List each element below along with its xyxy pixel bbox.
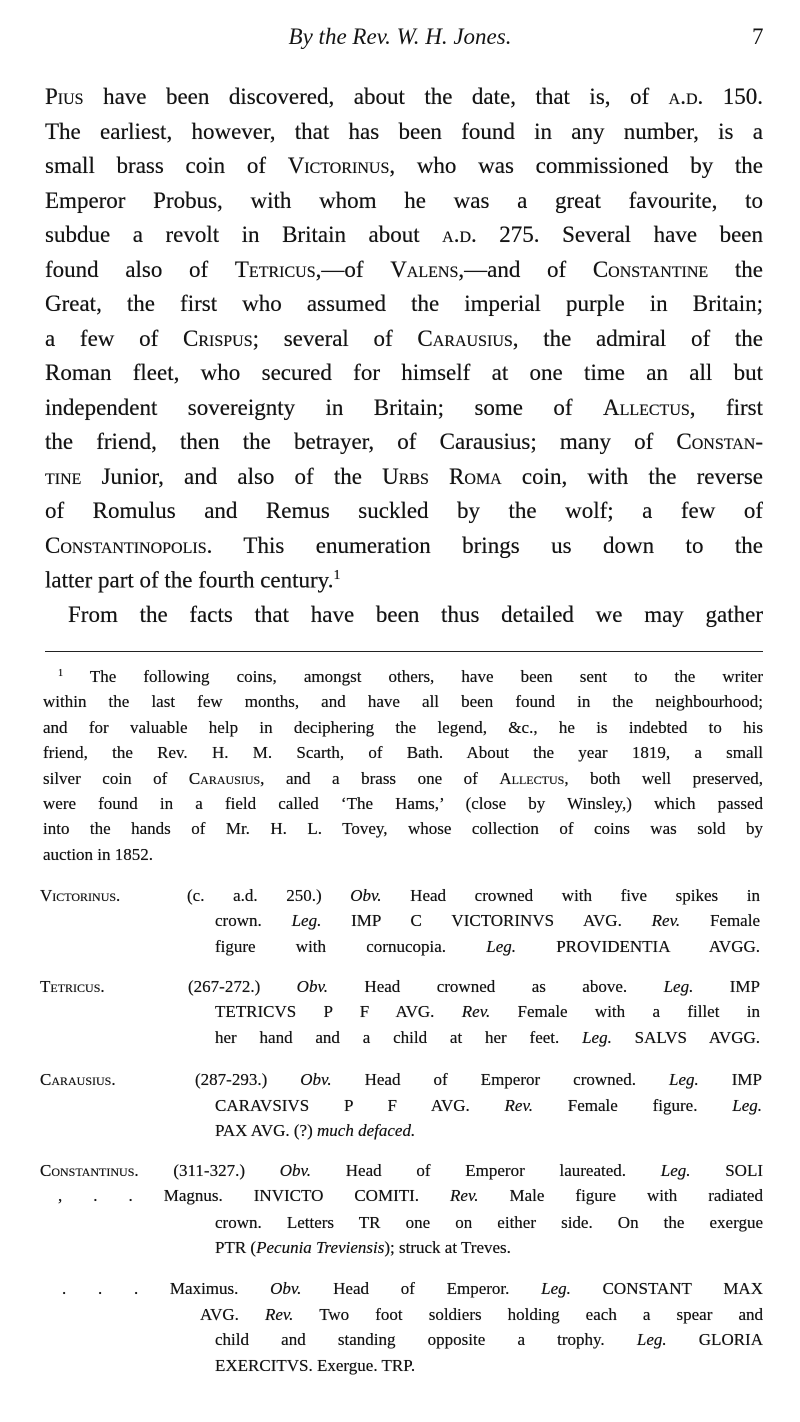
footnote-line [43, 692, 763, 712]
text-run: small brass coin of [45, 153, 288, 178]
text-run: Two foot soldiers holding each a spear and [293, 1305, 763, 1324]
text-run: . This enumeration brings us down to the [206, 532, 763, 558]
body-line [45, 119, 763, 147]
text-run: Carausius [417, 325, 513, 351]
text-run: Obv. [300, 1070, 332, 1089]
text-run: crown. [215, 911, 292, 930]
text-run: and for valuable help in deciphering the legend, &c., he is indebted to his [43, 717, 763, 737]
coin-description-line [215, 911, 760, 931]
running-title: By the Rev. W. H. Jones. [288, 24, 512, 49]
text-run: (c. a.d. 250.) [187, 886, 351, 905]
coin-description-line [215, 1002, 760, 1022]
text-run: ,—of [315, 256, 391, 282]
text-run: into the hands of Mr. H. L. Tovey, whose collection of coins was sold by [43, 819, 763, 839]
text-run: The earliest, however, that has been found in any number, is a [45, 118, 763, 144]
coin-description-line [215, 1213, 763, 1233]
text-run: AVG. [200, 1305, 265, 1324]
text-run: have been discovered, about the date, that is, of [83, 84, 669, 109]
text-run: were found in a field called ‘The Hams,’ (close by Winsley,) which passed [43, 794, 763, 813]
text-run: Urbs Roma [382, 463, 502, 489]
text-run: IMP [693, 977, 760, 996]
text-run: Carausius [188, 768, 261, 788]
text-run: within the last few months, and have all been found in the neighbourhood; [43, 692, 763, 712]
body-line [68, 602, 763, 630]
text-run: coin, with the reverse [501, 463, 763, 489]
text-run: ,—and of [458, 256, 593, 282]
text-run: Obv. [270, 1279, 302, 1298]
text-run: , . . Magnus. INVICTO COMITI. [58, 1186, 451, 1205]
text-run: Roman fleet, who secured for himself at one time an all but [45, 360, 763, 385]
body-line [45, 429, 763, 457]
text-run: GLORIA [666, 1330, 763, 1349]
text-run: PAX AVG. (?) [215, 1121, 318, 1140]
coin-description-line [215, 1330, 763, 1350]
coin-description-line [215, 1121, 762, 1141]
text-run: latter part of the fourth century. [45, 567, 334, 593]
body-line [45, 153, 763, 181]
footnote-line [43, 769, 763, 789]
coin-description-line [62, 1279, 763, 1299]
text-run: ; several of [252, 325, 418, 351]
text-run: of Romulus and Remus suckled by the wolf; a few of [45, 498, 763, 523]
text-run: Leg. [636, 1330, 667, 1349]
text-run: SOLI [690, 1161, 763, 1180]
coin-description-line [215, 1028, 760, 1048]
text-run: PTR ( [215, 1238, 257, 1257]
text-run: Rev. [450, 1186, 479, 1205]
text-run: a few of [45, 325, 183, 351]
text-run: Leg. [486, 937, 516, 956]
text-run: the [708, 256, 763, 282]
text-run: her hand and a child at her feet. [215, 1028, 583, 1047]
text-run: Rev. [264, 1305, 294, 1324]
text-run: Rev. [461, 1002, 491, 1021]
text-run: Obv. [296, 977, 328, 996]
text-run: child and standing opposite a trophy. [215, 1330, 637, 1349]
text-run: CARAVSIVS P F AVG. [215, 1096, 505, 1115]
text-run: CONSTANT MAX [570, 1279, 763, 1298]
coin-description-line [215, 937, 760, 957]
footnote-line [43, 718, 763, 738]
text-run: Emperor Probus, with whom he was a great favourite, to [45, 187, 763, 213]
footnote-marker: 1 [333, 567, 341, 582]
text-run: Allectus [499, 768, 565, 788]
text-run: Rev. [651, 911, 681, 930]
text-run: Leg. [582, 1028, 612, 1047]
footnote-line [58, 667, 763, 687]
text-run: ); struck at Treves. [384, 1238, 511, 1257]
body-line [45, 257, 763, 285]
text-run: , first [689, 394, 763, 420]
footnote-line [43, 819, 763, 839]
text-run: Leg. [291, 911, 322, 930]
text-run: 150. [703, 84, 763, 109]
coin-description-line [200, 1305, 763, 1325]
text-run: independent sovereignty in Britain; some of [45, 394, 603, 420]
body-line [45, 84, 763, 112]
text-run: Pius [45, 84, 84, 109]
text-run: Obv. [350, 886, 382, 905]
footnote-line [43, 743, 763, 763]
text-run: Leg. [541, 1279, 571, 1298]
text-run: Constan- [676, 429, 763, 454]
footnote-rule [45, 651, 763, 652]
coin-description-line [187, 886, 760, 906]
text-run: Female [680, 911, 760, 930]
text-run: much defaced. [317, 1121, 416, 1140]
text-run: . . . Maximus. [62, 1279, 271, 1298]
text-run: Constantinus. [40, 1161, 139, 1180]
text-run: Tetricus [234, 256, 316, 282]
text-run: (311-327.) [138, 1161, 280, 1180]
text-run: tine [45, 463, 82, 489]
text-run: Leg. [663, 977, 694, 996]
text-run: Victorinus [287, 153, 390, 178]
text-run: , and a brass one of [260, 768, 500, 788]
coin-description-line [195, 1070, 762, 1090]
page-number: 7 [752, 24, 764, 49]
text-run: (267-272.) [188, 977, 297, 996]
footnote-line [43, 794, 763, 814]
coin-description-line [215, 1356, 763, 1376]
coin-emperor-label: Victorinus. [40, 886, 121, 905]
text-run: PROVIDENTIA AVGG. [516, 937, 760, 956]
coin-emperor-label: Carausius. [40, 1070, 116, 1089]
text-run: IMP [698, 1070, 762, 1089]
text-run: Constantinopolis [45, 532, 207, 558]
text-run: Leg. [732, 1096, 762, 1115]
text-run: Constantine [592, 256, 709, 282]
text-run: Male figure with radiated [478, 1186, 763, 1205]
coin-description-line [40, 1161, 763, 1181]
body-line [45, 326, 763, 354]
text-run: Valens [390, 256, 459, 282]
text-run: crown. Letters TR one on either side. On the exergue [215, 1213, 763, 1232]
text-run: Head of Emperor crowned. [331, 1070, 669, 1089]
body-line [45, 222, 763, 250]
text-run: Allectus [602, 394, 690, 420]
text-run: Head crowned with five spikes in [381, 886, 760, 905]
footnote-marker: 1 [58, 667, 64, 679]
text-run: the friend, then the betrayer, of Carausius; many of [45, 429, 677, 454]
text-run: 275. Several have been [476, 222, 763, 247]
text-run: TETRICVS P F AVG. [215, 1002, 462, 1021]
text-run: Pecunia Treviensis [256, 1238, 385, 1257]
text-run: Crispus [183, 325, 253, 351]
text-run: Head of Emperor laureated. [311, 1161, 661, 1180]
text-run: Leg. [668, 1070, 699, 1089]
text-run: Female figure. [533, 1096, 733, 1115]
text-run: The following coins, amongst others, have been sent to the writer [63, 667, 763, 686]
text-run: found also of [45, 256, 235, 282]
text-run: figure with cornucopia. [215, 937, 487, 956]
text-run: Female with a fillet in [490, 1002, 760, 1021]
text-run: , who was commissioned by the [389, 153, 763, 178]
coin-emperor-label: Tetricus. [40, 977, 105, 996]
text-run: auction in 1852. [43, 844, 154, 864]
coin-description-line [215, 1238, 763, 1258]
text-run: EXERCITVS. Exergue. TRP. [215, 1356, 416, 1375]
text-run: Junior, and also of the [81, 463, 383, 489]
text-run: Great, the first who assumed the imperial purple in Britain; [45, 291, 763, 316]
body-line [45, 498, 763, 526]
body-line [45, 360, 763, 388]
text-run: (287-293.) [195, 1070, 301, 1089]
text-run: subdue a revolt in Britain about [45, 222, 443, 247]
text-run: , both well preserved, [564, 768, 763, 788]
text-run: SALVS AVGG. [611, 1028, 760, 1047]
body-line [45, 395, 763, 423]
text-run: a.d. [668, 84, 704, 109]
body-line [45, 188, 763, 216]
body-line [45, 291, 763, 319]
text-run: Head crowned as above. [327, 977, 664, 996]
body-line [45, 464, 763, 492]
coin-description-line [188, 977, 760, 997]
text-run: Rev. [504, 1096, 533, 1115]
text-run: a.d. [442, 222, 477, 247]
coin-description-line [58, 1186, 763, 1206]
body-line [45, 567, 763, 593]
text-run: friend, the Rev. H. M. Scarth, of Bath. About the year 1819, a small [43, 743, 763, 763]
text-run: , the admiral of the [512, 325, 763, 351]
text-run: Leg. [660, 1161, 691, 1180]
text-run: Obv. [279, 1161, 312, 1180]
text-run: silver coin of [43, 768, 189, 788]
text-run: From the facts that have been thus detailed we may gather [68, 601, 763, 627]
text-run: IMP C VICTORINVS AVG. [321, 911, 652, 930]
coin-description-line [215, 1096, 762, 1116]
footnote-line [43, 845, 763, 865]
text-run: Head of Emperor. [301, 1279, 542, 1298]
body-line [45, 533, 763, 561]
